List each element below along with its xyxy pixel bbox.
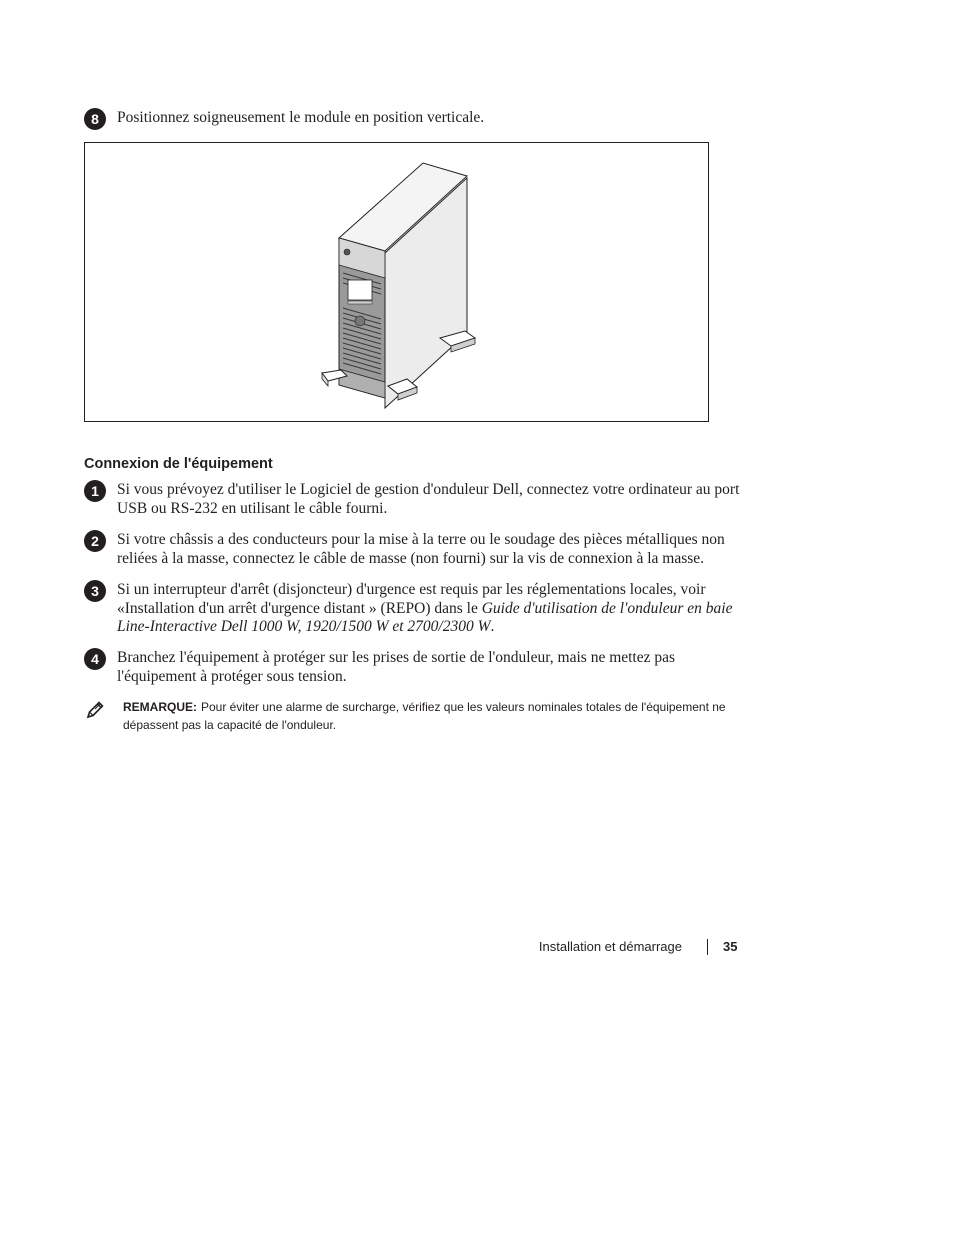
footer-divider xyxy=(707,939,708,955)
guide-title: Guide d'utilisation de l'onduleur en baie Line-Interactive Dell 1000 W, 1920/1500 W et 2700/2300 W xyxy=(117,599,733,635)
step-number-badge: 1 xyxy=(84,480,106,502)
step-text: Si vous prévoyez d'utiliser le Logiciel de gestion d'onduleur Dell, connectez votre ordinateur au port USB ou RS-232 en utilisant le câble fourni. xyxy=(117,481,740,517)
ups-vertical-figure xyxy=(84,142,709,422)
ups-tower-illustration xyxy=(85,143,708,421)
step-text: Positionnez soigneusement le module en position verticale. xyxy=(117,109,485,126)
step-text-plain: Si un interrupteur d'arrêt (disjoncteur) d'urgence est requis par les réglementations locales, voir «Installation d'un arrêt d'urgence distant » (REPO) dans le xyxy=(117,581,706,617)
section-heading: Connexion de l'équipement xyxy=(84,456,273,472)
note-text xyxy=(123,699,763,734)
step-number-badge: 3 xyxy=(84,580,106,602)
page-number: 35 xyxy=(723,939,738,954)
step-text-end: . xyxy=(490,618,495,635)
page-footer xyxy=(0,937,954,957)
step-text: Branchez l'équipement à protéger sur les prises de sortie de l'onduleur, mais ne mettez pas l'équipement à protéger sous tension. xyxy=(117,649,676,685)
note-label: REMARQUE: xyxy=(123,700,197,714)
footer-section-title: Installation et démarrage xyxy=(538,939,682,954)
step-number-badge: 2 xyxy=(84,530,106,552)
step-number-badge: 4 xyxy=(84,648,106,670)
step-text: Si votre châssis a des conducteurs pour la mise à la terre ou le soudage des pièces métalliques non reliées à la masse, connectez le câble de masse (non fourni) sur la vis de connexion à la masse. xyxy=(117,531,725,567)
note-body: Pour éviter une alarme de surcharge, vérifiez que les valeurs nominales totales de l'équipement ne dépassent pas la capacité de l'onduleur. xyxy=(123,700,726,732)
step-text xyxy=(117,581,757,637)
step-number-badge: 8 xyxy=(84,108,106,130)
pencil-note-icon xyxy=(86,699,106,724)
